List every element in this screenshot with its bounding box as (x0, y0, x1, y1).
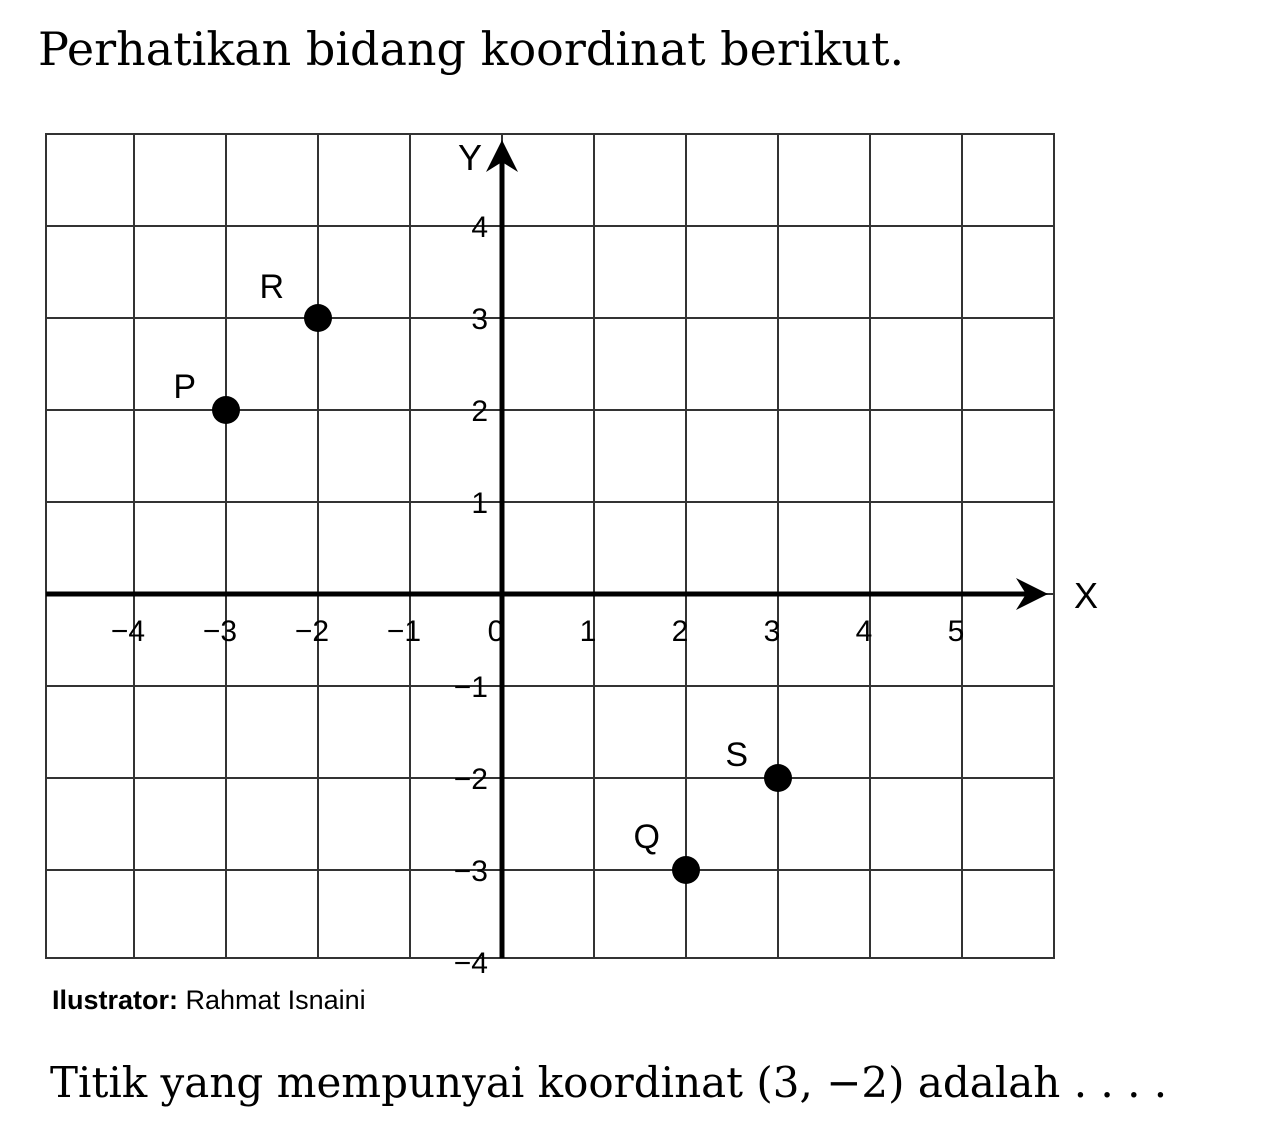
illustrator-credit (52, 985, 366, 1016)
x-tick-label: 2 (671, 615, 689, 648)
grid-border (46, 134, 1054, 958)
point-q (672, 856, 700, 884)
illustrator-name: Rahmat Isnaini (185, 985, 366, 1015)
y-tick-label: −3 (453, 855, 488, 888)
x-tick-label: −2 (294, 615, 330, 648)
y-tick-label: 3 (471, 303, 488, 336)
point-label-p: P (173, 368, 196, 406)
grid-lines (46, 134, 1054, 958)
x-tick-label: −3 (202, 615, 238, 648)
y-tick-label: 1 (471, 487, 488, 520)
point-r (304, 304, 332, 332)
y-tick-label: −1 (453, 671, 488, 704)
x-tick-label: 0 (487, 615, 505, 648)
illustrator-label: Ilustrator: (52, 985, 179, 1015)
point-label-r: R (259, 268, 284, 306)
x-axis-label: X (1074, 575, 1099, 616)
x-tick-label: 5 (947, 615, 965, 648)
axes (46, 137, 1098, 958)
x-tick-label: −4 (110, 615, 146, 648)
y-tick-label: −2 (453, 763, 488, 796)
point-p (212, 396, 240, 424)
y-tick-label: 2 (471, 395, 488, 428)
x-tick-label: −1 (386, 615, 422, 648)
x-tick-label: 1 (579, 615, 597, 648)
y-axis-label: Y (458, 137, 483, 178)
point-label-q: Q (633, 818, 660, 856)
x-tick-label: 4 (855, 615, 873, 648)
point-s (764, 764, 792, 792)
x-tick-label: 3 (763, 615, 781, 648)
point-label-s: S (725, 736, 748, 774)
page-title: Perhatikan bidang koordinat berikut. (38, 22, 905, 76)
question-text: Titik yang mempunyai koordinat (3, −2) adalah . . . . (50, 1058, 1168, 1107)
y-tick-label: −4 (453, 947, 488, 980)
y-tick-label: 4 (471, 211, 488, 244)
